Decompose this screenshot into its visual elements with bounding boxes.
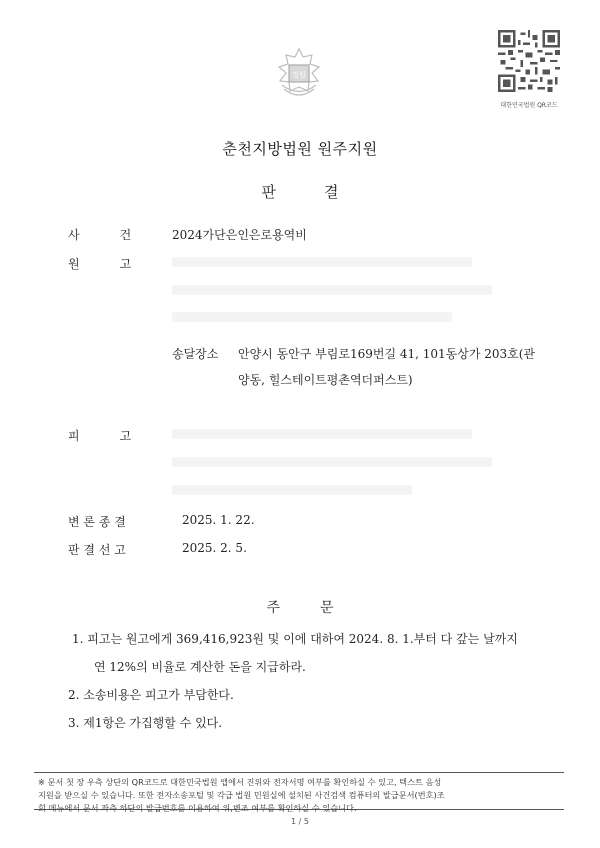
verification-notice-line-1: ※ 문서 첫 장 우측 상단의 QR코드로 대한민국법원 앱에서 진위와 전자서명 여부를 확인하실 수 있고, 텍스트 음성	[38, 777, 442, 787]
defendant-redacted-3	[172, 485, 412, 495]
case-number: 2024가단은인은로용역비	[172, 228, 307, 242]
page-number: 1 / 5	[291, 817, 309, 826]
plaintiff-label-char-1: 원	[68, 257, 80, 271]
service-address-line-2: 양동, 힐스테이트평촌역더퍼스트)	[238, 373, 413, 387]
order-item-3: 3. 제1항은 가집행할 수 있다.	[68, 716, 223, 730]
order-item-2: 2. 소송비용은 피고가 부담한다.	[68, 688, 234, 702]
service-address-line-1: 안양시 동안구 부림로169번길 41, 101동상가 203호(관	[238, 347, 536, 361]
document-title-char-2: 결	[324, 183, 339, 201]
plaintiff-label-char-2: 고	[119, 257, 132, 271]
defendant-redacted-2	[172, 457, 492, 467]
defendant-label-char-2: 고	[119, 429, 132, 443]
plaintiff-redacted-3	[172, 312, 452, 322]
order-heading	[0, 597, 600, 617]
document-title-char-1: 판	[261, 183, 276, 201]
court-emblem-icon	[270, 45, 328, 103]
defendant-redacted	[172, 429, 472, 439]
verification-notice-line-3: 회 메뉴에서 문서 좌측 하단의 발급번호를 이용하여 위,변조 여부를 확인하실 수 있습니다.	[38, 803, 357, 813]
case-label	[68, 226, 131, 243]
plaintiff-redacted-2	[172, 285, 492, 295]
case-label-char-1: 사	[68, 228, 80, 242]
order-heading-char-1: 주	[266, 600, 280, 616]
service-address-label: 송달장소	[172, 347, 219, 361]
closing-date: 2025. 1. 22.	[182, 513, 255, 527]
qr-caption: 대한민국법원 QR코드	[500, 102, 558, 109]
qr-code-icon[interactable]	[498, 30, 560, 92]
case-label-char-2: 건	[119, 228, 132, 242]
verdict-date: 2025. 2. 5.	[182, 541, 247, 555]
document-title	[0, 181, 600, 202]
plaintiff-label	[68, 255, 131, 272]
emblem-seal-text: 법원	[292, 71, 306, 79]
verification-notice-line-2: 지원을 받으실 수 있습니다. 또한 전자소송포털 및 각급 법원 민원실에 설치된 사건검색 컴퓨터의 발급문서(번호)조	[38, 790, 445, 800]
plaintiff-redacted	[172, 257, 472, 267]
order-heading-char-2: 문	[320, 600, 334, 616]
verification-notice	[34, 772, 564, 813]
court-name: 춘천지방법원 원주지원	[222, 140, 378, 158]
defendant-label-char-1: 피	[68, 429, 80, 443]
order-item-1-cont: 연 12%의 비율로 계산한 돈을 지급하라.	[94, 660, 306, 674]
verdict-label: 판 결 선 고	[68, 543, 126, 557]
defendant-label	[68, 427, 131, 444]
order-item-1: 1. 피고는 원고에게 369,416,923원 및 이에 대하여 2024. 8. 1.부터 다 갚는 날까지	[72, 632, 518, 646]
closing-label: 변 론 종 결	[68, 515, 126, 529]
